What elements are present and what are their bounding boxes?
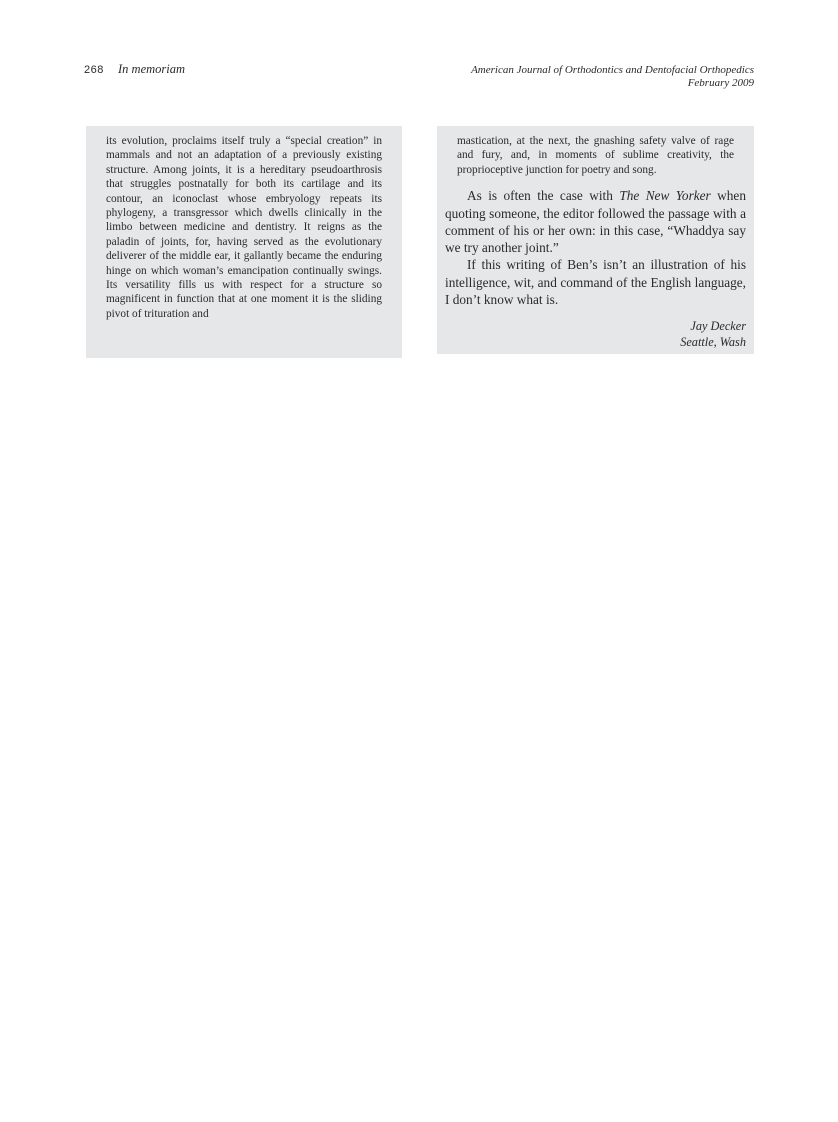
running-title: In memoriam xyxy=(118,62,186,76)
paragraph-text: As is often the case with xyxy=(467,188,620,204)
journal-header xyxy=(471,64,754,90)
paragraph-text: when quoting someone, the editor followed the passage with a comment of his or her own: in this case, “Whaddya say we try another joint.” xyxy=(445,188,746,256)
author-location: Seattle, Wash xyxy=(680,335,746,350)
paragraph-new-yorker xyxy=(445,187,746,256)
page-number: 268 xyxy=(84,64,104,76)
journal-title: American Journal of Orthodontics and Dentofacial Orthopedics xyxy=(471,64,754,76)
issue-date: February 2009 xyxy=(687,77,754,89)
author-name: Jay Decker xyxy=(690,319,746,334)
quote-box-right xyxy=(437,126,754,354)
magazine-title: The New Yorker xyxy=(619,188,711,204)
quote-text-left: its evolution, proclaims itself truly a “special creation” in mammals and not an adaptation of a previously existing structure. Among joints, it is a hereditary pseudoarthrosis that struggles postnatally for both its cartilage and its contour, an iconoclast whose embryology repeats its phylogeny, a transgressor which dwells clinically in the limbo between medicine and dentistry. It reigns as the paladin of joints, for, having served as the evolutionary deliverer of the middle ear, it gallantly became the enduring hinge on which woman’s emancipation continually swings. Its versatility fills us with respect for a structure so magnificent in function that at one moment it is the sliding pivot of trituration and xyxy=(106,135,382,320)
quote-box-left xyxy=(86,126,402,358)
quote-text-right: mastication, at the next, the gnashing safety valve of rage and fury, and, in moments of sublime creativity, the proprioceptive junction for poetry and song. xyxy=(457,135,734,176)
paragraph-closing: If this writing of Ben’s isn’t an illustration of his intelligence, wit, and command of the English language, I don’t know what is. xyxy=(445,257,746,307)
